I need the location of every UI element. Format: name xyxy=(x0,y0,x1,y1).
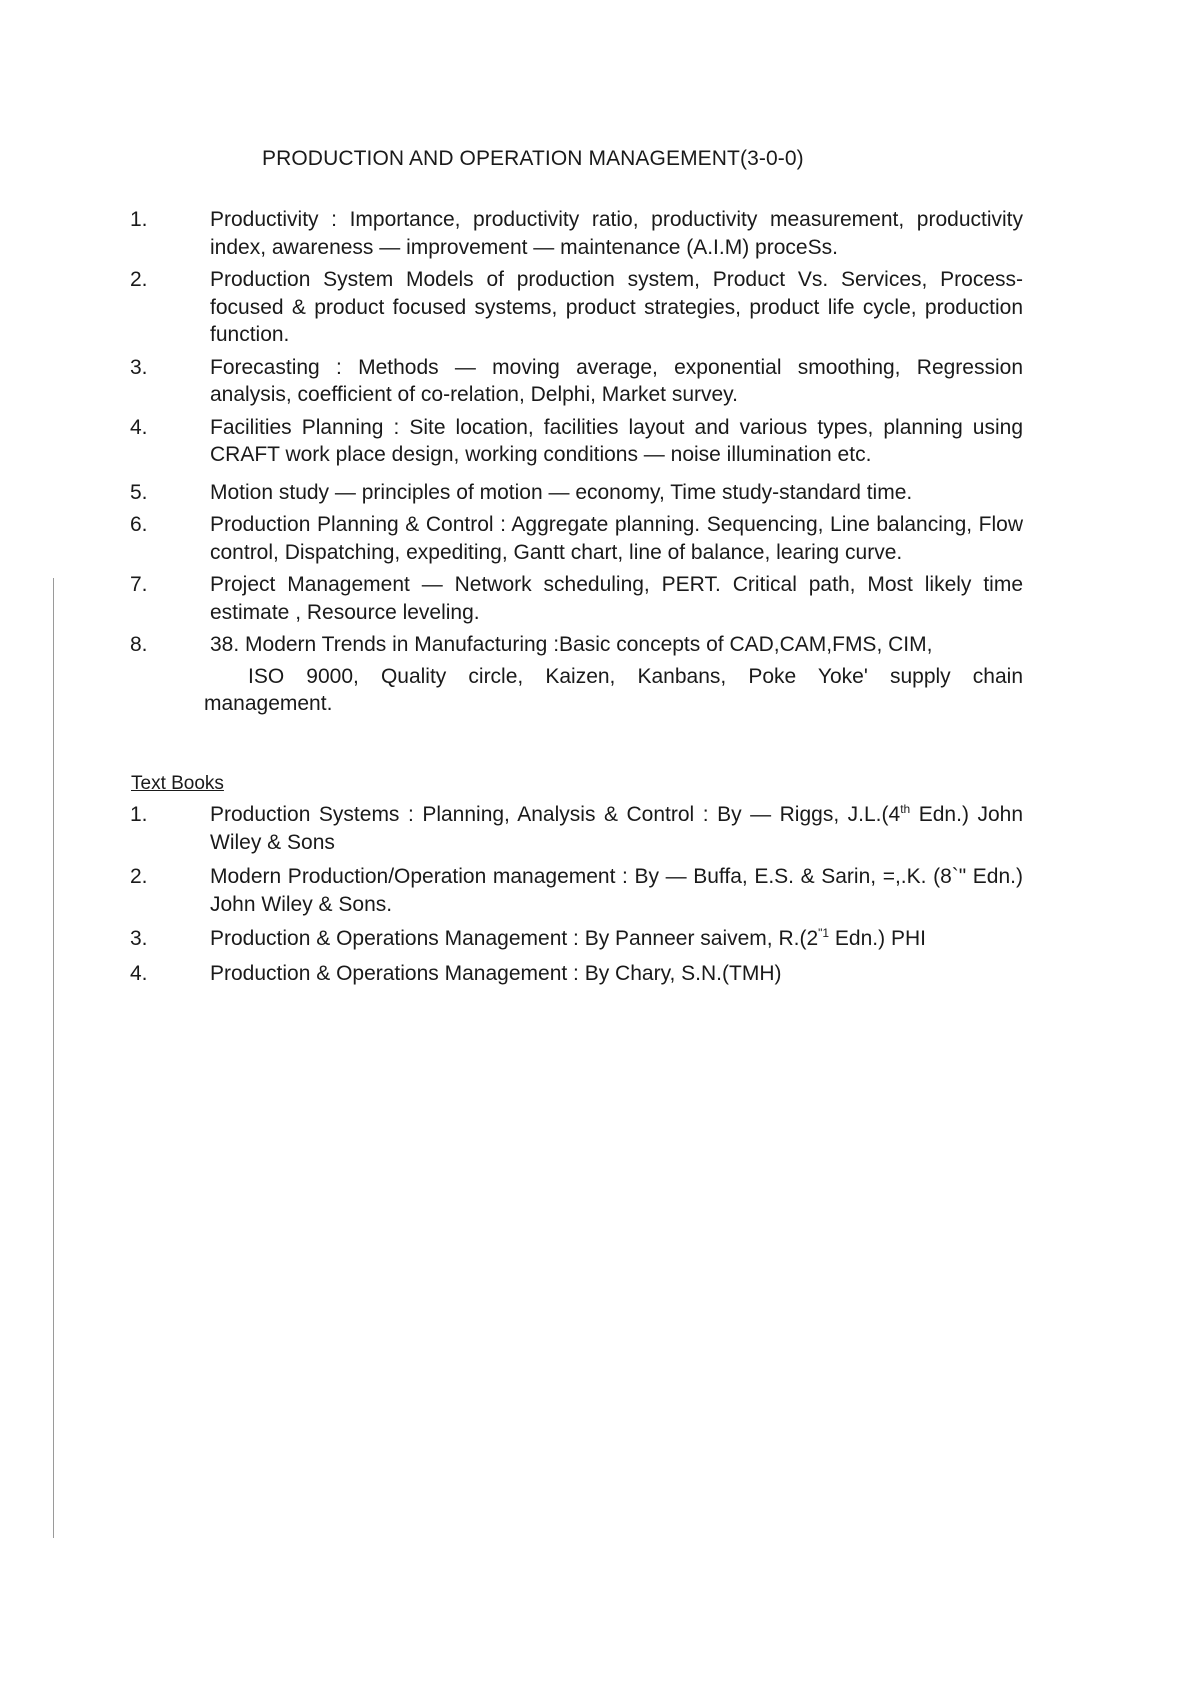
item-number: 1. xyxy=(130,803,148,826)
item-text-tail: Edn.) PHI xyxy=(829,927,926,950)
item-number: 1. xyxy=(130,208,148,231)
list-item xyxy=(130,479,1023,507)
item-text: 38. Modern Trends in Manufacturing :Basic concepts of CAD,CAM,FMS, CIM, xyxy=(210,633,933,656)
list-item xyxy=(130,206,1023,261)
list-item xyxy=(130,801,1023,856)
item-text: Forecasting : Methods — moving average, exponential smoothing, Regression analysis, coefficient of co-relation, Delphi, Market survey. xyxy=(210,355,1023,406)
item-text: Production System Models of production system, Product Vs. Services, Process-focused & product focused systems, product strategies, product life cycle, production function. xyxy=(210,268,1023,346)
list-item xyxy=(130,266,1023,349)
item-continuation-end: management. xyxy=(204,692,333,715)
item-text: Productivity : Importance, productivity ratio, productivity measurement, productivity index, awareness — improvement — maintenance (A.I.M) proceSs. xyxy=(210,208,1023,259)
item-text-block xyxy=(210,801,1023,856)
item-number: 4. xyxy=(130,961,148,985)
list-item xyxy=(130,960,1023,988)
item-number: 6. xyxy=(130,513,148,536)
list-item xyxy=(130,414,1023,469)
text-book-list xyxy=(130,801,1023,994)
item-number: 3. xyxy=(130,927,148,950)
item-text: Modern Production/Operation management : By — Buffa, E.S. & Sarin, =,.K. (8`" Edn.) John Wiley & Sons. xyxy=(210,865,1023,916)
item-number: 5. xyxy=(130,480,148,504)
list-item xyxy=(130,863,1023,918)
item-text-block xyxy=(210,925,1023,953)
item-superscript: "1 xyxy=(818,926,830,940)
list-item xyxy=(130,511,1023,566)
item-number: 7. xyxy=(130,573,148,596)
item-text-tail: Edn.) John Wiley & Sons xyxy=(210,803,1023,854)
item-text-block xyxy=(204,631,1023,718)
list-item xyxy=(130,571,1023,626)
item-text-block xyxy=(210,960,1023,988)
item-text: Production Systems : Planning, Analysis & Control : By — Riggs, J.L.(4 xyxy=(210,803,901,826)
item-text-block xyxy=(210,863,1023,918)
item-text: Project Management — Network scheduling, PERT. Critical path, Most likely time estimate , Resource leveling. xyxy=(210,573,1023,624)
item-number: 2. xyxy=(130,268,148,291)
document-title: PRODUCTION AND OPERATION MANAGEMENT(3-0-0) xyxy=(262,147,804,170)
item-number: 8. xyxy=(130,633,148,656)
item-number: 2. xyxy=(130,865,148,888)
list-item xyxy=(130,925,1023,953)
item-text: Facilities Planning : Site location, facilities layout and various types, planning using CRAFT work place design, working conditions — noise illumination etc. xyxy=(210,415,1023,466)
topic-list xyxy=(130,206,1023,723)
item-text: Production & Operations Management : By Panneer saivem, R.(2 xyxy=(210,927,819,950)
item-number: 3. xyxy=(130,355,148,379)
item-number: 4. xyxy=(130,415,148,439)
list-item xyxy=(130,631,1023,718)
item-text: Motion study — principles of motion — economy, Time study-standard time. xyxy=(210,480,913,504)
item-text: Production Planning & Control : Aggregate planning. Sequencing, Line balancing, Flow control, Dispatching, expediting, Gantt chart, line of balance, learing curve. xyxy=(210,513,1023,564)
list-item xyxy=(130,354,1023,409)
item-superscript: th xyxy=(900,802,911,816)
text-books-heading: Text Books xyxy=(131,773,224,794)
item-continuation: ISO 9000, Quality circle, Kaizen, Kanbans, Poke Yoke' supply chain xyxy=(248,664,1023,688)
margin-rule xyxy=(53,578,54,1538)
item-text: Production & Operations Management : By Chary, S.N.(TMH) xyxy=(210,961,782,985)
